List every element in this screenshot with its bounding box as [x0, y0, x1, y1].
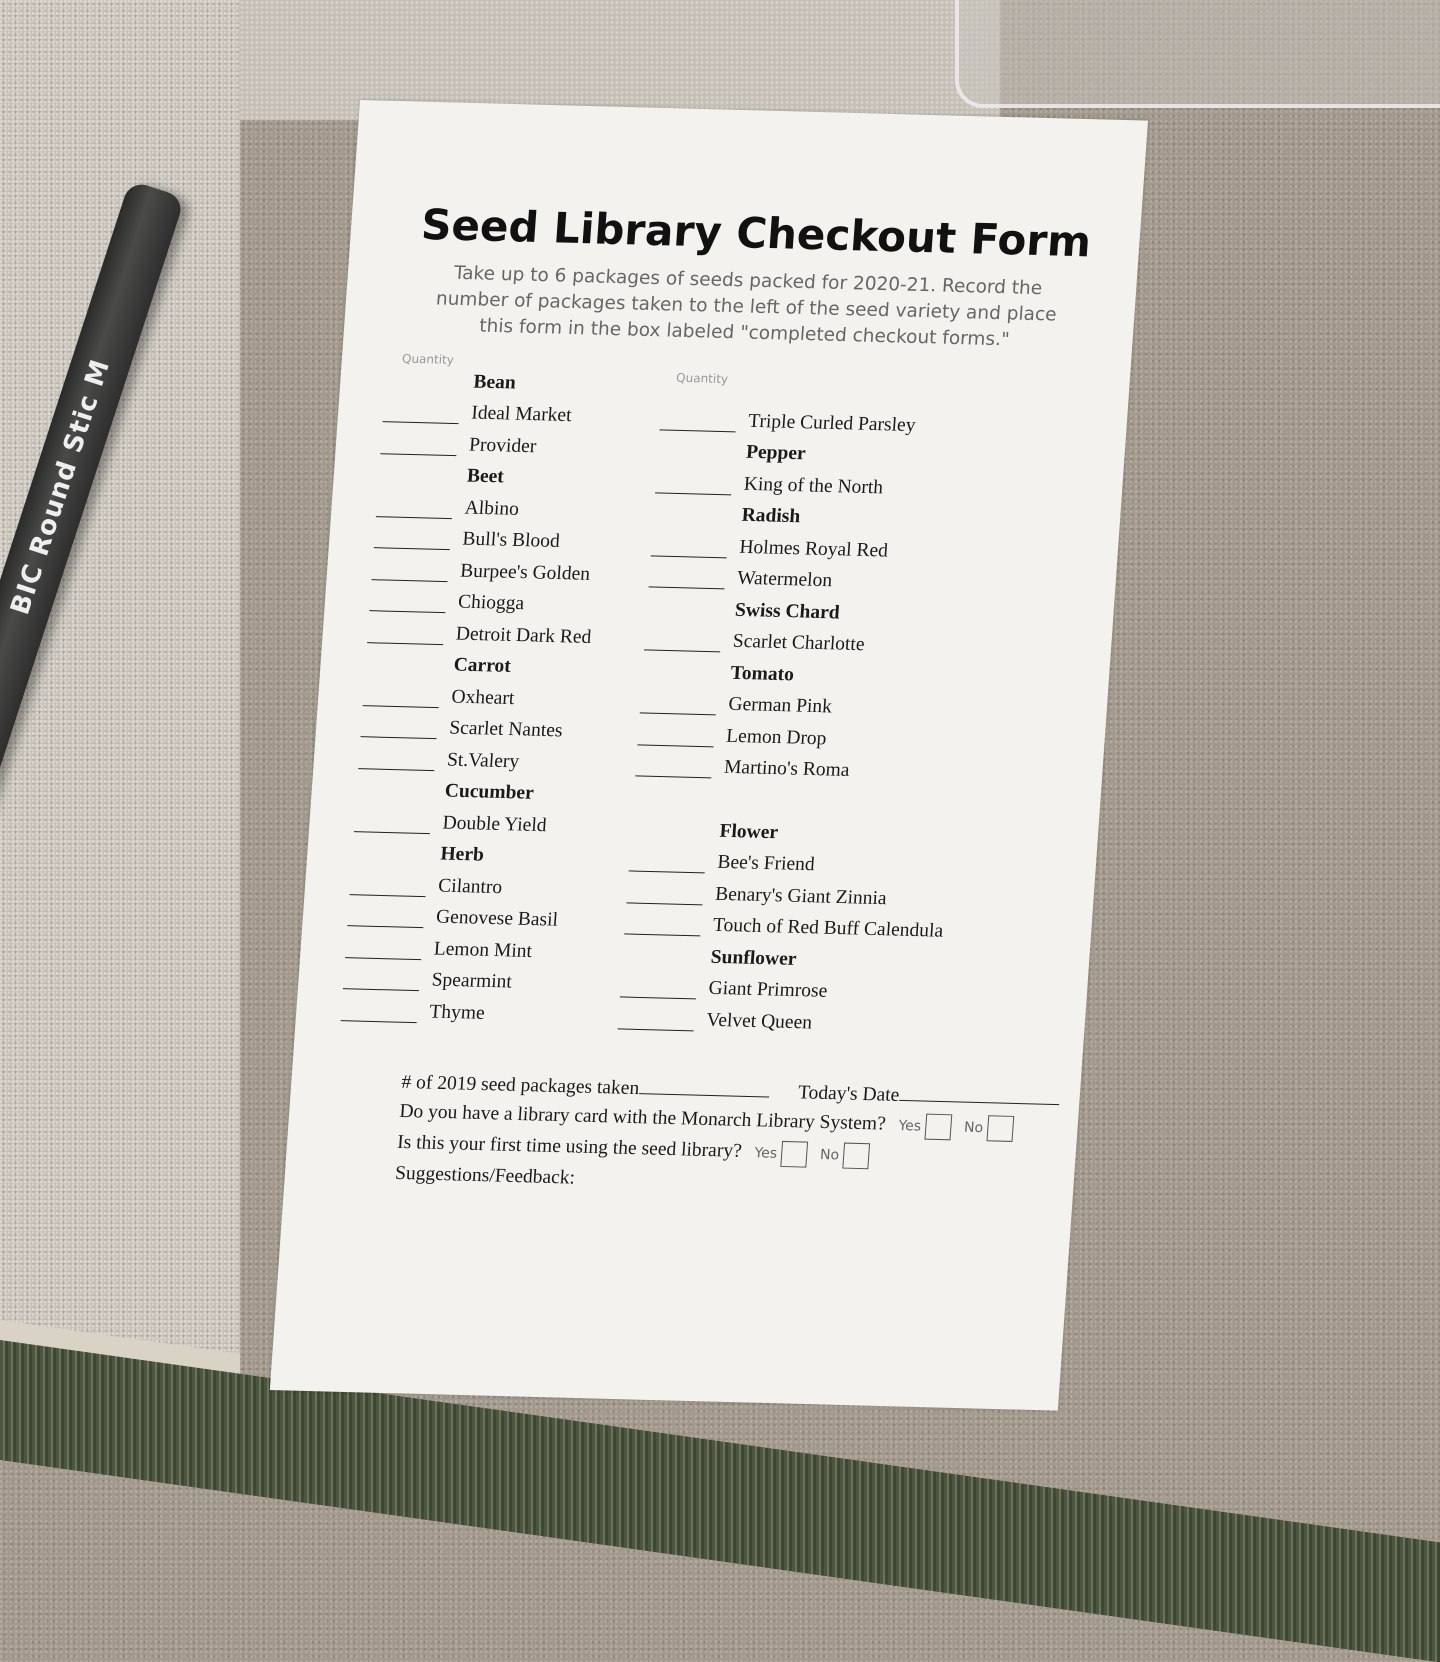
variety-label: Touch of Red Buff Calendula: [712, 914, 944, 942]
quantity-field[interactable]: [618, 1027, 694, 1031]
seed-variety-row: [345, 926, 571, 963]
variety-label: Watermelon: [736, 567, 833, 592]
variety-label: Holmes Royal Red: [738, 536, 889, 562]
variety-label: Triple Curled Parsley: [747, 410, 917, 436]
date-field[interactable]: [899, 1099, 1059, 1105]
variety-label: Detroit Dark Red: [455, 622, 593, 648]
seed-variety-row: [374, 517, 600, 554]
form-title: Seed Library Checkout Form: [419, 199, 1093, 267]
category-label: Carrot: [453, 654, 512, 677]
category-label: Sunflower: [710, 946, 798, 970]
first-time-yes-checkbox[interactable]: [780, 1140, 808, 1167]
variety-label: Velvet Queen: [705, 1009, 813, 1034]
variety-label: Cilantro: [437, 874, 503, 898]
seed-variety-row: [380, 422, 606, 459]
feedback-label: Suggestions/Feedback:: [394, 1162, 576, 1189]
variety-label: King of the North: [743, 473, 884, 498]
seed-variety-row: [369, 580, 595, 617]
seed-variety-row: [361, 706, 587, 743]
variety-label: Scarlet Charlotte: [732, 630, 866, 656]
category-label: Radish: [740, 504, 801, 528]
variety-label: Scarlet Nantes: [448, 717, 564, 742]
library-card-no-checkbox[interactable]: [986, 1115, 1014, 1142]
form-instructions: Take up to 6 packages of seeds packed for 2020-21. Record the number of packages taken to the left of the seed variety and place this form in the box labeled "completed checkout forms.": [435, 262, 1058, 351]
plastic-container: [955, 0, 1440, 108]
date-label: Today's Date: [797, 1082, 901, 1106]
variety-label: Provider: [468, 433, 538, 457]
packages-2019-field[interactable]: [639, 1092, 769, 1097]
variety-label: Martino's Roma: [723, 756, 851, 782]
quantity-header-right: Quantity: [675, 370, 729, 387]
variety-label: Chiogga: [457, 591, 525, 615]
variety-label: Genovese Basil: [435, 906, 559, 931]
variety-label: Burpee's Golden: [459, 559, 591, 585]
variety-label: Oxheart: [450, 685, 516, 709]
first-time-question: Is this your first time using the seed library?: [396, 1131, 743, 1162]
first-time-yes-label: Yes: [753, 1145, 778, 1162]
feedback-area[interactable]: [386, 1188, 1154, 1328]
category-label: Pepper: [745, 441, 807, 465]
seed-variety-row: [358, 737, 584, 774]
category-label: Beet: [466, 465, 505, 488]
variety-label: Benary's Giant Zinnia: [714, 883, 888, 909]
variety-label: Lemon Mint: [433, 937, 533, 962]
variety-label: St.Valery: [446, 748, 520, 772]
variety-label: Bee's Friend: [716, 851, 816, 876]
variety-label: Lemon Drop: [725, 725, 828, 749]
seed-variety-row: [367, 611, 593, 648]
library-card-yes-checkbox[interactable]: [924, 1113, 952, 1140]
variety-label: German Pink: [727, 693, 833, 718]
seed-list-right: [618, 398, 980, 1037]
quantity-field[interactable]: [341, 1019, 417, 1023]
seed-list-left: [341, 359, 611, 1026]
first-time-no-label: No: [819, 1146, 840, 1164]
packages-2019-label: # of 2019 seed packages taken: [400, 1071, 640, 1100]
variety-label: Albino: [464, 496, 520, 520]
variety-label: Ideal Market: [470, 402, 573, 427]
pen-label: BIC Round Stic M: [5, 355, 117, 619]
seed-variety-row: [341, 989, 567, 1026]
seed-variety-row: [383, 391, 609, 428]
category-label: Cucumber: [444, 780, 535, 804]
first-time-no-checkbox[interactable]: [842, 1142, 870, 1169]
category-label: Herb: [439, 843, 485, 866]
category-label: Bean: [472, 370, 517, 394]
checkout-form: [270, 100, 1148, 1411]
library-card-yes-label: Yes: [897, 1117, 922, 1135]
form-footer: [386, 1068, 1163, 1328]
category-label: Flower: [718, 820, 779, 843]
category-label: Swiss Chard: [734, 599, 841, 623]
category-label: Tomato: [729, 662, 795, 685]
seed-variety-row: [343, 958, 569, 995]
seed-variety-row: [354, 800, 580, 837]
seed-variety-row: [372, 548, 598, 585]
checkout-form-paper: [270, 100, 1148, 1411]
variety-label: Spearmint: [430, 969, 513, 993]
variety-label: Bull's Blood: [461, 528, 561, 553]
seed-variety-row: [347, 895, 573, 932]
library-card-no-label: No: [963, 1119, 984, 1137]
variety-label: Double Yield: [441, 811, 548, 836]
quantity-header-left: Quantity: [401, 351, 455, 367]
variety-label: Giant Primrose: [707, 977, 828, 1002]
seed-variety-row: [376, 485, 602, 522]
library-card-question: Do you have a library card with the Monarch Library System?: [398, 1100, 887, 1135]
variety-label: Thyme: [428, 1000, 486, 1024]
seed-variety-row: [363, 674, 589, 711]
seed-variety-row: [350, 863, 576, 900]
